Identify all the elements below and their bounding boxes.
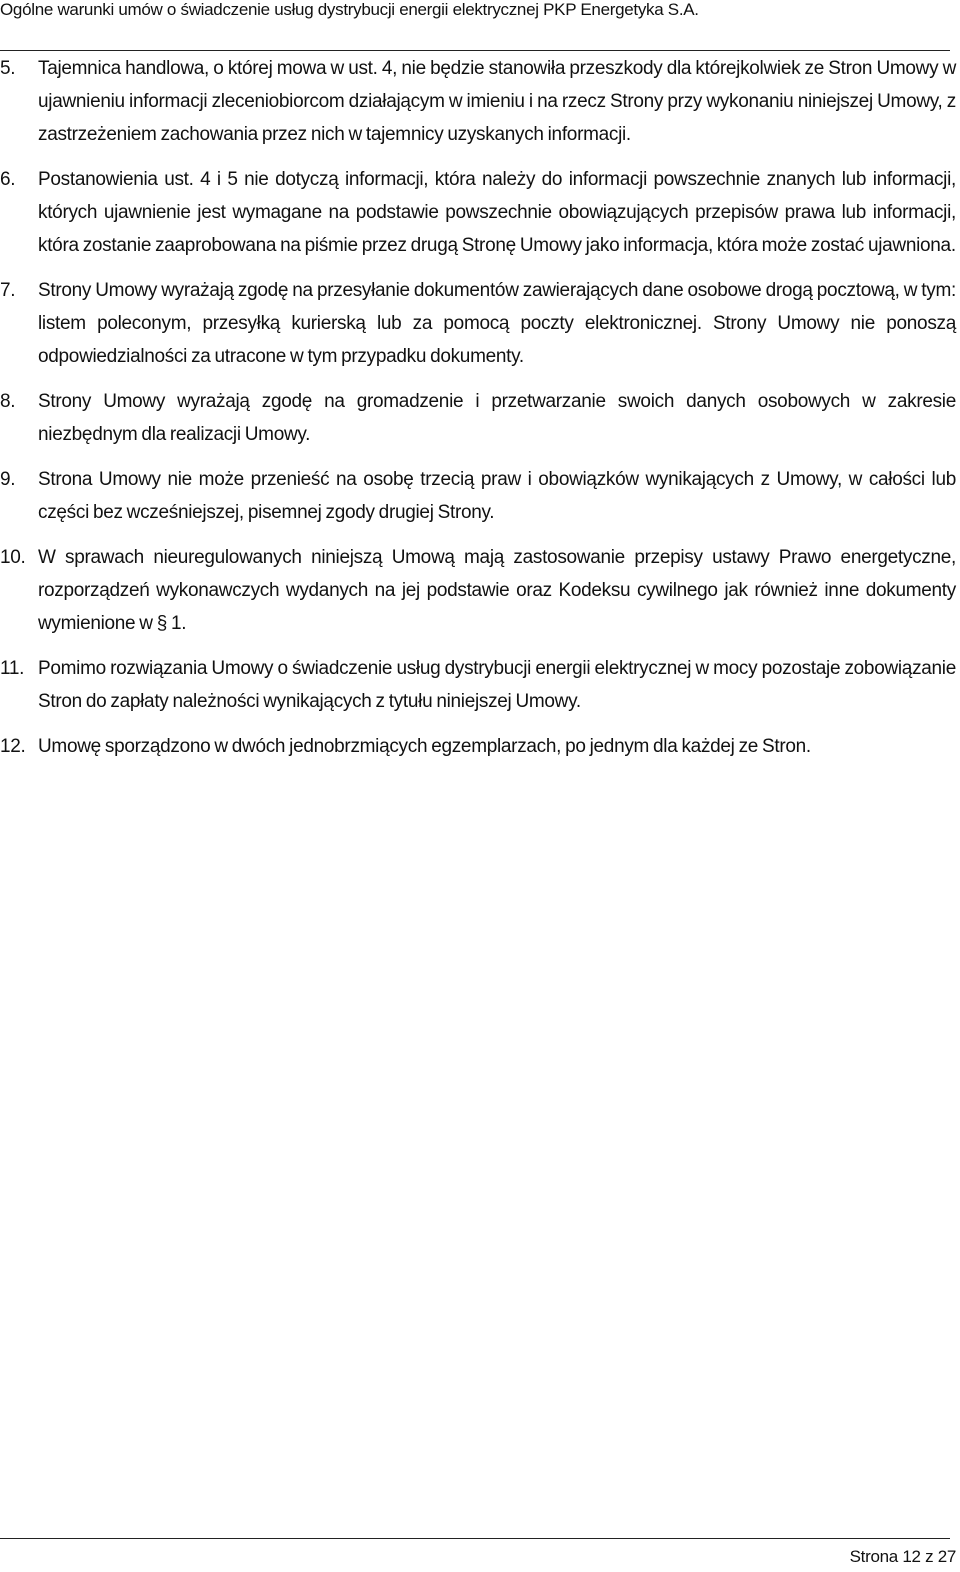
clause-text: Strony Umowy wyrażają zgodę na gromadzenie i przetwarzanie swoich danych osobowych w zakresie niezbędnym dla realizacji Umowy. <box>38 391 956 445</box>
clause-11 <box>0 652 956 718</box>
clause-7 <box>0 274 956 373</box>
clause-number: 5. <box>0 58 16 79</box>
clause-6 <box>0 163 956 262</box>
clause-number: 11. <box>0 658 25 679</box>
page-number: Strona 12 z 27 <box>849 1547 956 1566</box>
clause-5 <box>0 52 956 151</box>
clause-text: Pomimo rozwiązania Umowy o świadczenie usług dystrybucji energii elektrycznej w mocy pozostaje zobowiązanie Stron do zapłaty należności wynikających z tytułu niniejszej Umowy. <box>38 658 956 712</box>
clause-list <box>0 52 956 775</box>
clause-number: 9. <box>0 469 16 490</box>
clause-number: 12. <box>0 736 26 757</box>
clause-12 <box>0 730 956 763</box>
document-header-title: Ogólne warunki umów o świadczenie usług dystrybucji energii elektrycznej PKP Energetyka S.A. <box>0 0 699 19</box>
clause-number: 7. <box>0 280 16 301</box>
clause-8 <box>0 385 956 451</box>
clause-number: 10. <box>0 547 26 568</box>
clause-text: Tajemnica handlowa, o której mowa w ust. 4, nie będzie stanowiła przeszkody dla którejkolwiek ze Stron Umowy w ujawnieniu informacji zleceniobiorcom działającym w imieniu i na rzecz Strony przy wykonaniu niniejszej Umowy, z zastrzeżeniem zachowania przez nich w tajemnicy uzyskanych informacji. <box>38 58 956 145</box>
clause-number: 6. <box>0 169 16 190</box>
clause-text: Strony Umowy wyrażają zgodę na przesyłanie dokumentów zawierających dane osobowe drogą pocztową, w tym: listem poleconym, przesyłką kurierską lub za pomocą poczty elektronicznej. Strony Umowy nie ponoszą odpowiedzialności za utracone w tym przypadku dokumenty. <box>38 280 956 367</box>
clause-text: Strona Umowy nie może przenieść na osobę trzecią praw i obowiązków wynikających z Umowy, w całości lub części bez wcześniejszej, pisemnej zgody drugiej Strony. <box>38 469 956 523</box>
clause-number: 8. <box>0 391 16 412</box>
clause-9 <box>0 463 956 529</box>
clause-text: W sprawach nieuregulowanych niniejszą Umową mają zastosowanie przepisy ustawy Prawo energetyczne, rozporządzeń wykonawczych wydanych na jej podstawie oraz Kodeksu cywilnego jak również inne dokumenty wymienione w § 1. <box>38 547 956 634</box>
clause-text: Postanowienia ust. 4 i 5 nie dotyczą informacji, która należy do informacji powszechnie znanych lub informacji, których ujawnienie jest wymagane na podstawie powszechnie obowiązujących przepisów prawa lub informacji, która zostanie zaaprobowana na piśmie przez drugą Stronę Umowy jako informacja, która może zostać ujawniona. <box>38 169 956 256</box>
clause-text: Umowę sporządzono w dwóch jednobrzmiących egzemplarzach, po jednym dla każdej ze Stron. <box>38 736 811 757</box>
clause-10 <box>0 541 956 640</box>
footer-divider <box>0 1538 950 1539</box>
header-divider <box>0 50 950 51</box>
